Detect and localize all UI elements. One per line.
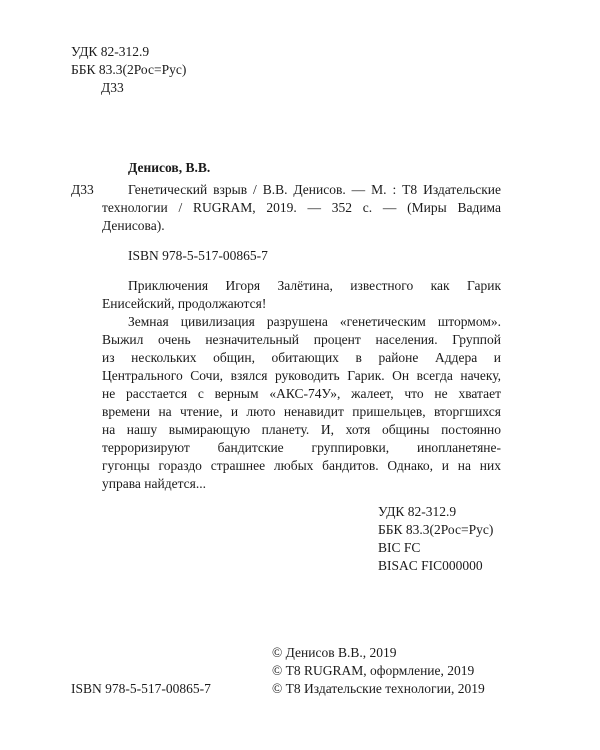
udk-code: УДК 82-312.9 <box>71 44 150 59</box>
catalog-description-line: технологии / RUGRAM, 2019. — 352 с. — (Миры Вадима <box>102 200 501 215</box>
classification-udk: УДК 82-312.9 <box>378 504 457 519</box>
annotation-line: терроризируют бандитские группировки, инопланетяне- <box>102 440 501 455</box>
annotation-line: Приключения Игоря Залётина, известного как Гарик <box>128 278 501 293</box>
author-heading: Денисов, В.В. <box>128 160 211 175</box>
copyright-line: © Т8 Издательские технологии, 2019 <box>272 681 485 696</box>
annotation-line: не расстается с верным «АКС-74У», жалеет, что не хватает <box>102 386 501 401</box>
annotation-line: гугонцы гораздо страшнее любых бандитов. Однако, и на них <box>102 458 501 473</box>
author-mark-code: Д33 <box>101 80 124 95</box>
bbk-code: ББК 83.3(2Рос=Рус) <box>71 62 187 77</box>
annotation-line: Центрального Сочи, взялся руководить Гарик. Он всегда начеку, <box>102 368 501 383</box>
catalog-isbn: ISBN 978-5-517-00865-7 <box>128 248 268 263</box>
annotation-line: Земная цивилизация разрушена «генетическим штормом». <box>128 314 501 329</box>
catalog-description-line: Денисова). <box>102 218 165 233</box>
copyright-line: © Т8 RUGRAM, оформление, 2019 <box>272 663 475 678</box>
annotation-line: из нескольких общин, обитающих в районе Аддера и <box>102 350 501 365</box>
copyright-line: © Денисов В.В., 2019 <box>272 645 397 660</box>
footer-isbn: ISBN 978-5-517-00865-7 <box>71 681 211 696</box>
annotation-line: Выжил очень незначительный процент населения. Группой <box>102 332 501 347</box>
annotation-line: времени на чтение, и люто ненавидит пришельцев, вторгшихся <box>102 404 501 419</box>
classification-bisac: BISAC FIC000000 <box>378 558 483 573</box>
classification-bbk: ББК 83.3(2Рос=Рус) <box>378 522 494 537</box>
annotation-line: на нашу вымирающую планету. И, хотя общины постоянно <box>102 422 501 437</box>
author-mark: Д33 <box>71 182 94 197</box>
catalog-description-line: Генетический взрыв / В.В. Денисов. — М. : Т8 Издательские <box>128 182 501 197</box>
annotation-line: управа найдется... <box>102 476 206 491</box>
classification-bic: BIC FC <box>378 540 421 555</box>
annotation-line: Енисейский, продолжаются! <box>102 296 267 311</box>
